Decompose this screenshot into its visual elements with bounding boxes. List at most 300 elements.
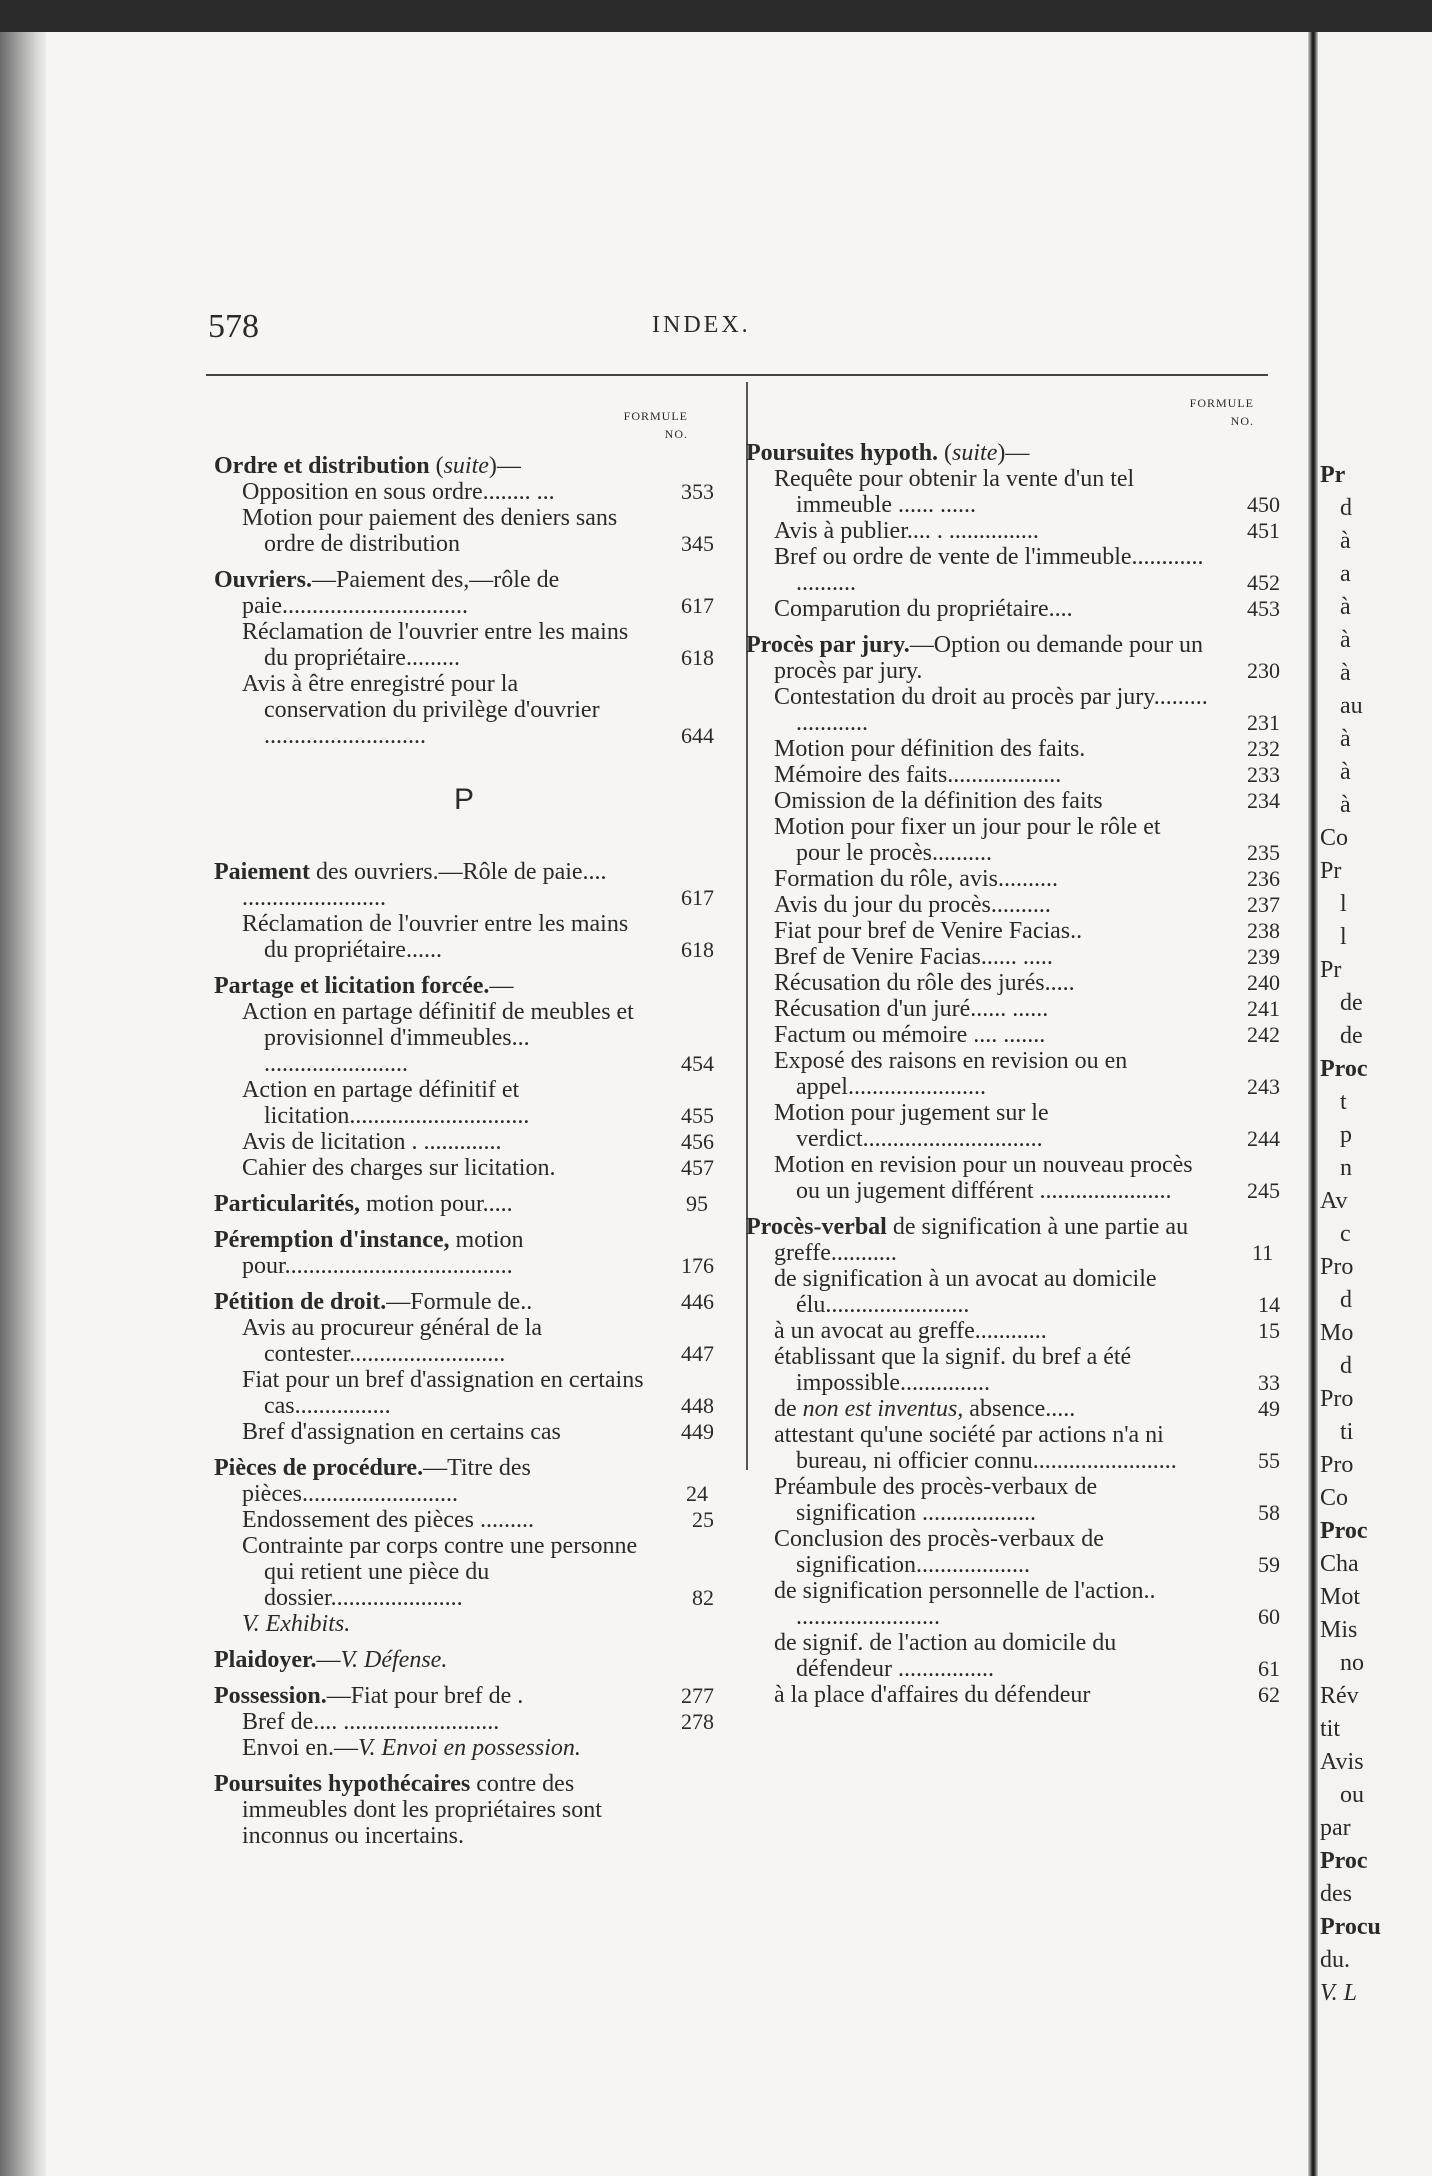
next-page-fragment: du.	[1320, 1947, 1350, 1973]
entry-text-part: —	[316, 1647, 341, 1673]
entry-text	[774, 1474, 1280, 1526]
entry-text	[774, 736, 1280, 762]
entry-text-part: (	[938, 440, 953, 466]
left-index-column	[214, 407, 714, 1849]
next-page-fragment: Co	[1320, 825, 1349, 851]
entry-text-part: Poursuites hypoth.	[746, 440, 939, 466]
formule-number: 618	[681, 645, 714, 670]
entry-text-part: Action en partage définitif et licitation..............................	[242, 1077, 530, 1129]
formule-number: 457	[681, 1155, 714, 1180]
entry-text	[774, 814, 1280, 866]
entry-text	[242, 671, 714, 749]
entry-text	[242, 1129, 714, 1155]
entry-text-part: Avis de licitation . .............	[242, 1129, 502, 1155]
entry-text-part: —Titre des pièces..........................	[242, 1455, 531, 1507]
index-sub-entry	[214, 1367, 714, 1419]
formule-number: 453	[1247, 596, 1280, 621]
index-sub-entry: établissant que la signif. du bref a été impossible............... 33	[774, 1344, 1280, 1396]
index-sub-entry	[214, 671, 714, 749]
entry-text	[242, 619, 714, 671]
index-sub-entry	[214, 479, 714, 505]
entry-text	[242, 1709, 714, 1735]
entry-text-part: Avis du jour du procès..........	[774, 892, 1051, 918]
formule-number: 241	[1247, 996, 1280, 1021]
entry-text-part: Exposé des raisons en revision ou en appel.......................	[774, 1048, 1128, 1100]
entry-text-part: Récusation d'un juré...... ......	[774, 996, 1049, 1022]
entry-text-part: Action en partage définitif de meubles et provisionnel d'immeubles... ........................	[242, 999, 634, 1077]
entry-text-part: Requête pour obtenir la vente d'un tel immeuble ...... ......	[774, 466, 1135, 518]
index-heading-entry	[214, 859, 714, 911]
entry-text-part: non est inventus,	[802, 1396, 964, 1422]
entry-text	[774, 970, 1280, 996]
entry-text	[242, 1611, 714, 1637]
entry-text-part: de	[774, 1396, 803, 1422]
entry-text	[242, 1155, 714, 1181]
entry-text	[242, 479, 714, 505]
entry-text-part: Contrainte par corps contre une personne qui retient une pièce du dossier......................	[242, 1533, 638, 1611]
entry-text-part: Opposition en sous ordre........ ...	[242, 479, 555, 505]
entry-text	[214, 1771, 714, 1849]
formule-number: 230	[1247, 658, 1280, 683]
entry-text-part: Envoi en.—	[242, 1735, 358, 1761]
entry-text-part: Motion en revision pour un nouveau procès ou un jugement différent ......................	[774, 1152, 1193, 1204]
index-sub-entry	[214, 505, 714, 557]
entry-text-part: —Paiement des,—rôle de paie...............................	[242, 567, 560, 619]
formule-number: 239	[1247, 944, 1280, 969]
index-sub-entry	[746, 544, 1280, 596]
entry-text-part: Omission de la définition des faits	[774, 788, 1103, 814]
entry-text-part: —Option ou demande pour un procès par jury.	[774, 632, 1204, 684]
entry-text-part: Avis à être enregistré pour la conservation du privilège d'ouvrier ...........................	[242, 671, 600, 749]
entry-text-part: Procès-verbal	[746, 1214, 887, 1240]
entry-text	[774, 996, 1280, 1022]
column-header-line1: FORMULE	[623, 409, 688, 423]
entry-text-part: )—	[997, 440, 1030, 466]
entry-text	[774, 1266, 1280, 1318]
index-sub-entry	[214, 1611, 714, 1637]
index-heading-entry	[214, 1683, 714, 1709]
index-sub-entry: de signification à un avocat au domicile élu........................ 14	[774, 1266, 1280, 1318]
entry-text-part: de signification personnelle de l'action.. ........................	[774, 1578, 1156, 1630]
entry-text-part: suite	[952, 440, 998, 466]
formule-number: 233	[1247, 762, 1280, 787]
entry-text	[774, 1048, 1280, 1100]
next-page-fragment: Proc	[1320, 1518, 1368, 1544]
entry-text-part: Bref d'assignation en certains cas	[242, 1419, 561, 1445]
entry-text-part: —Formule de..	[386, 1289, 533, 1315]
entry-text	[214, 453, 714, 479]
formule-number: 242	[1247, 1022, 1280, 1047]
next-page-fragment: l	[1340, 891, 1347, 917]
entry-text	[774, 466, 1280, 518]
entry-text	[774, 596, 1280, 622]
entry-text-part: Avis au procureur général de la contester..........................	[242, 1315, 543, 1367]
next-page-fragment: Mo	[1320, 1320, 1354, 1346]
formule-number: 456	[681, 1129, 714, 1154]
entry-text	[214, 1289, 714, 1315]
index-heading-entry	[214, 1771, 714, 1849]
next-page-fragment: d	[1340, 1287, 1352, 1313]
index-sub-entry	[214, 1709, 714, 1735]
next-page-fragment: Proc	[1320, 1056, 1368, 1082]
next-page-fragment: ti	[1340, 1419, 1354, 1445]
next-page-fragment: Procu	[1320, 1914, 1381, 1940]
formule-number: 454	[681, 1051, 714, 1076]
index-sub-entry: à la place d'affaires du défendeur 62	[774, 1682, 1280, 1708]
next-page-fragment: Rév	[1320, 1683, 1359, 1709]
entry-text-part: Endossement des pièces .........	[242, 1507, 534, 1533]
next-page-fragment: des	[1320, 1881, 1352, 1907]
index-sub-entry	[746, 944, 1280, 970]
entry-text-part: )—	[488, 453, 521, 479]
entry-text	[214, 1227, 714, 1279]
entry-text-part: Formation du rôle, avis..........	[774, 866, 1058, 892]
entry-text-part: Plaidoyer.	[214, 1647, 317, 1673]
column-header-formule-right	[746, 394, 1280, 430]
formule-number: 238	[1247, 918, 1280, 943]
left-entries	[214, 453, 714, 1849]
scanner-top-border	[0, 0, 1432, 32]
next-page-fragment: Pr	[1320, 957, 1342, 983]
index-sub-entry: de signification personnelle de l'action.. ........................ 60	[774, 1578, 1280, 1630]
entry-text	[242, 1419, 714, 1445]
index-sub-entry: attestant qu'une société par actions n'a ni bureau, ni officier connu........................ 55	[774, 1422, 1280, 1474]
entry-text	[214, 1191, 714, 1217]
entry-text	[774, 1318, 1280, 1344]
formule-number: 447	[681, 1341, 714, 1366]
entry-text	[774, 892, 1280, 918]
index-heading-entry	[214, 453, 714, 479]
next-page-fragment: de	[1340, 990, 1363, 1016]
entry-text	[774, 1630, 1280, 1682]
book-left-edge	[0, 32, 46, 2176]
entry-text	[774, 918, 1280, 944]
next-page-fragment: Mot	[1320, 1584, 1361, 1610]
entry-text-part: Récusation du rôle des jurés.....	[774, 970, 1075, 996]
index-sub-entry: Contrainte par corps contre une personne qui retient une pièce du dossier...................... 82	[242, 1533, 714, 1611]
entry-text	[774, 762, 1280, 788]
index-sub-entry	[746, 762, 1280, 788]
entry-text-part: Bref de.... ..........................	[242, 1709, 500, 1735]
formule-number: 234	[1247, 788, 1280, 813]
next-page-fragment: c	[1340, 1221, 1351, 1247]
formule-number: 618	[681, 937, 714, 962]
index-heading-entry: Particularités, motion pour..... 95	[214, 1191, 714, 1217]
entry-text-part: motion pour.....	[359, 1191, 513, 1217]
next-page-fragment: Cha	[1320, 1551, 1359, 1577]
entry-text	[774, 1100, 1280, 1152]
index-sub-entry	[214, 1077, 714, 1129]
entry-text-part: suite	[443, 453, 489, 479]
next-page-fragment: à	[1340, 759, 1351, 785]
formule-number: 232	[1247, 736, 1280, 761]
formule-number: 244	[1247, 1126, 1280, 1151]
index-sub-entry	[746, 996, 1280, 1022]
index-sub-entry	[746, 466, 1280, 518]
next-page-fragment: Avis	[1320, 1749, 1364, 1775]
next-page-fragment: p	[1340, 1122, 1352, 1148]
entry-text-part: V. Envoi en possession.	[357, 1735, 581, 1761]
entry-text-part: —	[489, 973, 514, 999]
next-page-fragment: t	[1340, 1089, 1347, 1115]
formule-number: 240	[1247, 970, 1280, 995]
next-page-fragment: à	[1340, 528, 1351, 554]
entry-text	[214, 1647, 714, 1673]
entry-text	[774, 684, 1280, 736]
formule-number: 617	[681, 885, 714, 910]
entry-text-part: Pièces de procédure.	[214, 1455, 424, 1481]
entry-text-part: Comparution du propriétaire....	[774, 596, 1073, 622]
right-index-column	[746, 394, 1280, 1708]
index-sub-entry	[746, 518, 1280, 544]
entry-text	[214, 859, 714, 911]
next-page-fragment: par	[1320, 1815, 1351, 1841]
book-page	[46, 32, 1308, 2176]
entry-text-part: Contestation du droit au procès par jury......... ............	[774, 684, 1208, 736]
index-sub-entry: à un avocat au greffe............ 15	[774, 1318, 1280, 1344]
next-page-fragment: Av	[1320, 1188, 1348, 1214]
entry-text-part: absence.....	[963, 1396, 1076, 1422]
index-heading-entry	[746, 440, 1280, 466]
entry-text	[242, 505, 714, 557]
entry-text-part: à la place d'affaires du défendeur	[774, 1682, 1091, 1708]
index-heading-entry	[214, 1289, 714, 1315]
entry-text-part: Réclamation de l'ouvrier entre les mains du propriétaire.........	[242, 619, 629, 671]
entry-text-part: Fiat pour bref de Venire Facias..	[774, 918, 1083, 944]
next-page-fragment: à	[1340, 627, 1351, 653]
entry-text	[774, 1396, 1280, 1422]
next-page-fragment: V. L	[1320, 1980, 1357, 2006]
entry-text-part: contre des immeubles dont les propriétaires sont inconnus ou incertains.	[242, 1771, 602, 1849]
next-page-fragment: d	[1340, 495, 1352, 521]
next-page-fragment: tit	[1320, 1716, 1341, 1742]
entry-text-part: à un avocat au greffe............	[774, 1318, 1047, 1344]
index-sub-entry	[746, 788, 1280, 814]
entry-text	[774, 1682, 1280, 1708]
entry-text-part: Motion pour définition des faits.	[774, 736, 1086, 762]
index-sub-entry	[214, 1315, 714, 1367]
index-heading-entry	[214, 567, 714, 619]
index-sub-entry	[746, 970, 1280, 996]
entry-text	[214, 1455, 714, 1507]
formule-number: 353	[681, 479, 714, 504]
column-header-line2: NO.	[1230, 414, 1254, 428]
entry-text	[774, 944, 1280, 970]
header-rule	[206, 374, 1268, 376]
entry-text	[774, 1526, 1280, 1578]
index-sub-entry: de non est inventus, absence..... 49	[774, 1396, 1280, 1422]
next-page-fragment: Co	[1320, 1485, 1349, 1511]
entry-text-part: Motion pour jugement sur le verdict..............................	[774, 1100, 1049, 1152]
formule-number: 455	[681, 1103, 714, 1128]
entry-text	[242, 1533, 714, 1611]
entry-text-part: V. Défense.	[340, 1647, 448, 1673]
entry-text-part: Fiat pour un bref d'assignation en certains cas................	[242, 1367, 644, 1419]
index-sub-entry	[214, 619, 714, 671]
index-sub-entry	[746, 814, 1280, 866]
index-sub-entry	[746, 1022, 1280, 1048]
column-header-line2: NO.	[664, 427, 688, 441]
next-page-fragment: au	[1340, 693, 1363, 719]
index-sub-entry: Conclusion des procès-verbaux de signification................... 59	[774, 1526, 1280, 1578]
next-page-fragment: ou	[1340, 1782, 1364, 1808]
index-sub-entry	[746, 596, 1280, 622]
index-sub-entry	[214, 1155, 714, 1181]
entry-text-part: Procès par jury.	[746, 632, 910, 658]
next-page-fragment: à	[1340, 660, 1351, 686]
entry-text	[214, 1683, 714, 1709]
entry-text	[774, 1152, 1280, 1204]
index-heading-entry	[214, 973, 714, 999]
next-page-fragment: Pr	[1320, 858, 1342, 884]
entry-text-part: Pétition de droit.	[214, 1289, 387, 1315]
entry-text-part: Mémoire des faits...................	[774, 762, 1062, 788]
next-page-fragment: Proc	[1320, 1848, 1368, 1874]
entry-text-part: Préambule des procès-verbaux de signification ...................	[774, 1474, 1098, 1526]
index-heading-entry: Pièces de procédure.—Titre des pièces.......................... 24	[214, 1455, 714, 1507]
entry-text-part: établissant que la signif. du bref a été impossible...............	[774, 1344, 1132, 1396]
entry-text	[774, 866, 1280, 892]
entry-text	[242, 999, 714, 1077]
next-page-fragment: à	[1340, 726, 1351, 752]
next-page-fragment: d	[1340, 1353, 1352, 1379]
formule-number: 450	[1247, 492, 1280, 517]
formule-number: 176	[681, 1253, 714, 1278]
formule-number: 452	[1247, 570, 1280, 595]
formule-number: 644	[681, 723, 714, 748]
entry-text-part: Cahier des charges sur licitation.	[242, 1155, 556, 1181]
section-letter: P	[453, 783, 474, 816]
entry-text	[214, 973, 714, 999]
index-sub-entry	[746, 684, 1280, 736]
entry-text-part: Péremption d'instance,	[214, 1227, 450, 1253]
next-page-edge	[1318, 32, 1432, 2176]
next-page-fragment: Mis	[1320, 1617, 1358, 1643]
entry-text	[746, 440, 1280, 466]
index-heading-entry	[746, 632, 1280, 684]
entry-text-part: Partage et licitation forcée.	[214, 973, 490, 999]
entry-text-part: Ordre et distribution	[214, 453, 430, 479]
next-page-fragment: à	[1340, 792, 1351, 818]
formule-number: 278	[681, 1709, 714, 1734]
entry-text-part: Bref de Venire Facias...... .....	[774, 944, 1053, 970]
index-sub-entry	[746, 1100, 1280, 1152]
column-header-line1: FORMULE	[1189, 396, 1254, 410]
entry-text	[242, 1367, 714, 1419]
entry-text	[214, 567, 714, 619]
entry-text	[774, 518, 1280, 544]
index-sub-entry	[746, 1048, 1280, 1100]
index-sub-entry: Préambule des procès-verbaux de signification ................... 58	[774, 1474, 1280, 1526]
formule-number: 236	[1247, 866, 1280, 891]
entry-text-part: Possession.	[214, 1683, 327, 1709]
entry-text	[746, 1214, 1280, 1266]
index-sub-entry	[746, 1152, 1280, 1204]
running-title: INDEX.	[652, 312, 751, 338]
formule-number: 237	[1247, 892, 1280, 917]
formule-number: 235	[1247, 840, 1280, 865]
entry-text-part: Réclamation de l'ouvrier entre les mains du propriétaire......	[242, 911, 629, 963]
entry-text-part: Avis à publier.... . ...............	[774, 518, 1039, 544]
page-number: 578	[208, 308, 259, 345]
entry-text	[774, 788, 1280, 814]
next-page-fragment: a	[1340, 561, 1351, 587]
next-page-fragment: Pro	[1320, 1386, 1354, 1412]
entry-text-part: Particularités,	[214, 1191, 360, 1217]
index-sub-entry	[746, 892, 1280, 918]
entry-text-part: Factum ou mémoire .... .......	[774, 1022, 1046, 1048]
index-heading-entry	[214, 1647, 714, 1673]
entry-text	[774, 1344, 1280, 1396]
formule-number: 245	[1247, 1178, 1280, 1203]
entry-text	[774, 544, 1280, 596]
entry-text	[242, 1315, 714, 1367]
entry-text	[774, 1422, 1280, 1474]
index-sub-entry	[746, 918, 1280, 944]
index-heading-entry: Procès-verbal de signification à une partie au greffe........... 11	[746, 1214, 1280, 1266]
index-sub-entry	[214, 1419, 714, 1445]
next-page-fragment: Pro	[1320, 1452, 1354, 1478]
formule-number: 446	[681, 1289, 714, 1314]
entry-text-part: Ouvriers.	[214, 567, 312, 593]
entry-text-part: Motion pour paiement des deniers sans ordre de distribution	[242, 505, 618, 557]
index-sub-entry	[746, 736, 1280, 762]
entry-text-part: Paiement	[214, 859, 310, 885]
index-sub-entry	[214, 1129, 714, 1155]
next-page-fragment: n	[1340, 1155, 1352, 1181]
entry-text-part: —Fiat pour bref de .	[326, 1683, 524, 1709]
index-heading-entry	[214, 1227, 714, 1279]
next-page-fragment: no	[1340, 1650, 1364, 1676]
entry-text	[242, 1735, 714, 1761]
entry-text-part: Conclusion des procès-verbaux de signification...................	[774, 1526, 1104, 1578]
index-sub-entry: de signif. de l'action au domicile du défendeur ................ 61	[774, 1630, 1280, 1682]
index-sub-entry	[746, 866, 1280, 892]
entry-text-part: de signification à une partie au greffe...........	[774, 1214, 1189, 1266]
entry-text	[774, 1578, 1280, 1630]
next-page-fragment: Pr	[1320, 462, 1346, 488]
entry-text-part: Bref ou ordre de vente de l'immeuble............ ..........	[774, 544, 1204, 596]
next-page-fragment: de	[1340, 1023, 1363, 1049]
next-page-fragment: Pro	[1320, 1254, 1354, 1280]
index-sub-entry	[214, 1735, 714, 1761]
entry-text-part: Motion pour fixer un jour pour le rôle et pour le procès..........	[774, 814, 1161, 866]
right-entries	[746, 440, 1280, 1708]
entry-text-part: de signification à un avocat au domicile élu........................	[774, 1266, 1157, 1318]
formule-number: 277	[681, 1683, 714, 1708]
index-sub-entry: Endossement des pièces ......... 25	[242, 1507, 714, 1533]
entry-text-part: V. Exhibits.	[242, 1611, 351, 1637]
entry-text-part: motion pour......................................	[242, 1227, 524, 1279]
next-page-fragment: à	[1340, 594, 1351, 620]
entry-text	[242, 911, 714, 963]
index-sub-entry	[214, 911, 714, 963]
entry-text	[242, 1077, 714, 1129]
entry-text	[242, 1507, 714, 1533]
next-page-fragment: l	[1340, 924, 1347, 950]
formule-number: 231	[1247, 710, 1280, 735]
column-header-formule	[214, 407, 714, 443]
formule-number: 448	[681, 1393, 714, 1418]
entry-text-part: des ouvriers.—Rôle de paie.... ........................	[242, 859, 607, 911]
formule-number: 449	[681, 1419, 714, 1444]
entry-text-part: de signif. de l'action au domicile du défendeur ................	[774, 1630, 1117, 1682]
formule-number: 345	[681, 531, 714, 556]
entry-text-part: Poursuites hypothécaires	[214, 1771, 471, 1797]
book-gutter	[1308, 32, 1318, 2176]
entry-text-part: attestant qu'une société par actions n'a ni bureau, ni officier connu........................	[774, 1422, 1177, 1474]
formule-number: 243	[1247, 1074, 1280, 1099]
